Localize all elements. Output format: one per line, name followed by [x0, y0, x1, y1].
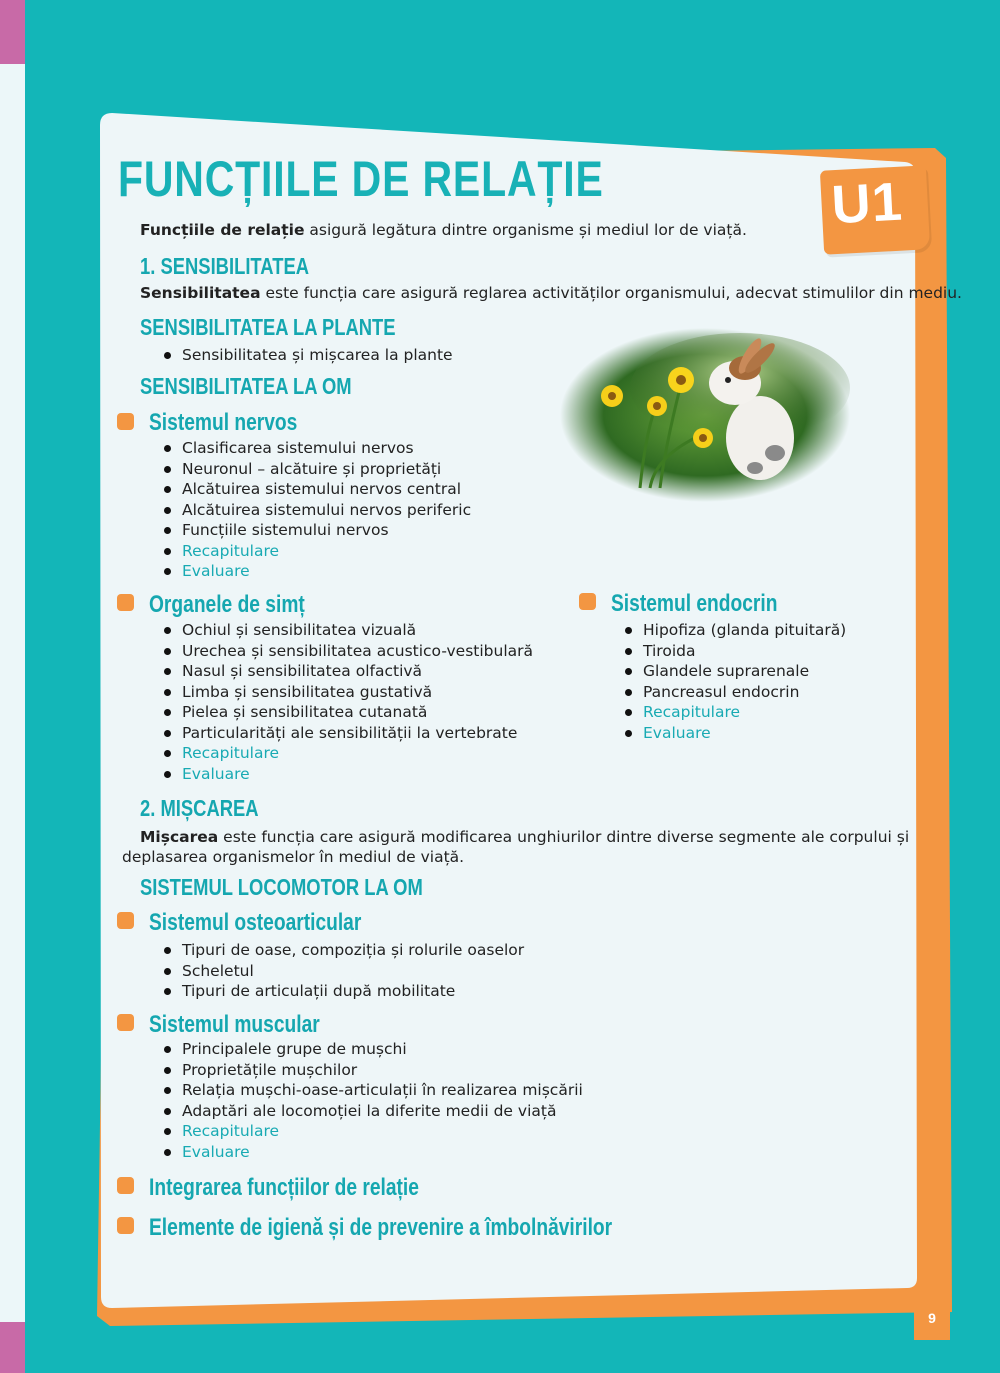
- nervous-list: [160, 438, 471, 582]
- hygiene-bullet-icon: [117, 1217, 134, 1234]
- unit-badge: [820, 165, 930, 254]
- miscarea-definition-line2: deplasarea organismelor în mediul de viață.: [122, 848, 465, 866]
- nervous-heading: Sistemul nervos: [149, 409, 298, 436]
- endocrine-heading: Sistemul endocrin: [611, 590, 778, 617]
- intro-bold: Funcțiile de relație: [140, 221, 305, 239]
- osteo-heading: Sistemul osteoarticular: [149, 909, 362, 936]
- miscarea-definition: [140, 828, 909, 846]
- hygiene-heading: Elemente de igienă și de prevenire a îmbolnăvirilor: [149, 1214, 613, 1241]
- list-item: Proprietățile mușchilor: [160, 1060, 583, 1081]
- list-item: Glandele suprarenale: [621, 661, 846, 682]
- rabbit-photo: [560, 328, 850, 503]
- list-item: Sensibilitatea și mișcarea la plante: [160, 345, 453, 366]
- senses-bullet-icon: [117, 594, 134, 611]
- list-item: Scheletul: [160, 961, 524, 982]
- section-miscarea-heading: 2. MIȘCAREA: [140, 795, 259, 821]
- recapitulare-link[interactable]: Recapitulare: [160, 541, 471, 562]
- locomotor-heading: SISTEMUL LOCOMOTOR LA OM: [140, 874, 423, 900]
- plants-list: [160, 345, 453, 366]
- evaluare-link[interactable]: Evaluare: [160, 1142, 583, 1163]
- list-item: Nasul și sensibilitatea olfactivă: [160, 661, 533, 682]
- list-item: Tipuri de oase, compoziția și rolurile oaselor: [160, 940, 524, 961]
- intro-text: asigură legătura dintre organisme și mediul lor de viață.: [304, 221, 747, 239]
- nervous-bullet-icon: [117, 413, 134, 430]
- recapitulare-link[interactable]: Recapitulare: [621, 702, 846, 723]
- recapitulare-link[interactable]: Recapitulare: [160, 1121, 583, 1142]
- senses-heading: Organele de simț: [149, 591, 305, 618]
- miscarea-text: este funcția care asigură modificarea unghiurilor dintre diverse segmente ale corpului și: [218, 828, 910, 846]
- sensibilitatea-definition: [140, 284, 962, 302]
- list-item: Alcătuirea sistemului nervos central: [160, 479, 471, 500]
- osteo-list: [160, 940, 524, 1002]
- muscular-bullet-icon: [117, 1014, 134, 1031]
- list-item: Relația mușchi-oase-articulații în realizarea mișcării: [160, 1080, 583, 1101]
- list-item: Ochiul și sensibilitatea vizuală: [160, 620, 533, 641]
- list-item: Adaptări ale locomoției la diferite medii de viață: [160, 1101, 583, 1122]
- muscular-list: [160, 1039, 583, 1162]
- page-number-tab: [914, 1300, 950, 1340]
- list-item: Alcătuirea sistemului nervos periferic: [160, 500, 471, 521]
- sensibilitatea-bold: Sensibilitatea: [140, 284, 261, 302]
- unit-badge-label: U1: [830, 171, 905, 236]
- integration-heading: Integrarea funcțiilor de relație: [149, 1174, 419, 1201]
- list-item: Limba și sensibilitatea gustativă: [160, 682, 533, 703]
- list-item: Tiroida: [621, 641, 846, 662]
- section-sensibilitatea-heading: 1. SENSIBILITATEA: [140, 253, 310, 279]
- intro-paragraph: [140, 221, 747, 239]
- sensibilitatea-text: este funcția care asigură reglarea activităților organismului, adecvat stimulilor din mediu.: [260, 284, 962, 302]
- evaluare-link[interactable]: Evaluare: [160, 764, 533, 785]
- page-number: 9: [928, 1310, 936, 1326]
- page-title: FUNCȚIILE DE RELAȚIE: [118, 151, 604, 207]
- plants-heading: SENSIBILITATEA LA PLANTE: [140, 314, 396, 340]
- miscarea-bold: Mișcarea: [140, 828, 219, 846]
- list-item: Pancreasul endocrin: [621, 682, 846, 703]
- list-item: Tipuri de articulații după mobilitate: [160, 981, 524, 1002]
- recapitulare-link[interactable]: Recapitulare: [160, 743, 533, 764]
- list-item: Hipofiza (glanda pituitară): [621, 620, 846, 641]
- endocrine-list: [621, 620, 846, 743]
- osteo-bullet-icon: [117, 912, 134, 929]
- list-item: Funcțiile sistemului nervos: [160, 520, 471, 541]
- human-heading: SENSIBILITATEA LA OM: [140, 373, 352, 399]
- list-item: Principalele grupe de mușchi: [160, 1039, 583, 1060]
- evaluare-link[interactable]: Evaluare: [621, 723, 846, 744]
- list-item: Pielea și sensibilitatea cutanată: [160, 702, 533, 723]
- list-item: Clasificarea sistemului nervos: [160, 438, 471, 459]
- list-item: Urechea și sensibilitatea acustico-vestibulară: [160, 641, 533, 662]
- list-item: Particularități ale sensibilității la vertebrate: [160, 723, 533, 744]
- endocrine-bullet-icon: [579, 593, 596, 610]
- integration-bullet-icon: [117, 1177, 134, 1194]
- list-item: Neuronul – alcătuire și proprietăți: [160, 459, 471, 480]
- muscular-heading: Sistemul muscular: [149, 1011, 320, 1038]
- senses-list: [160, 620, 533, 784]
- evaluare-link[interactable]: Evaluare: [160, 561, 471, 582]
